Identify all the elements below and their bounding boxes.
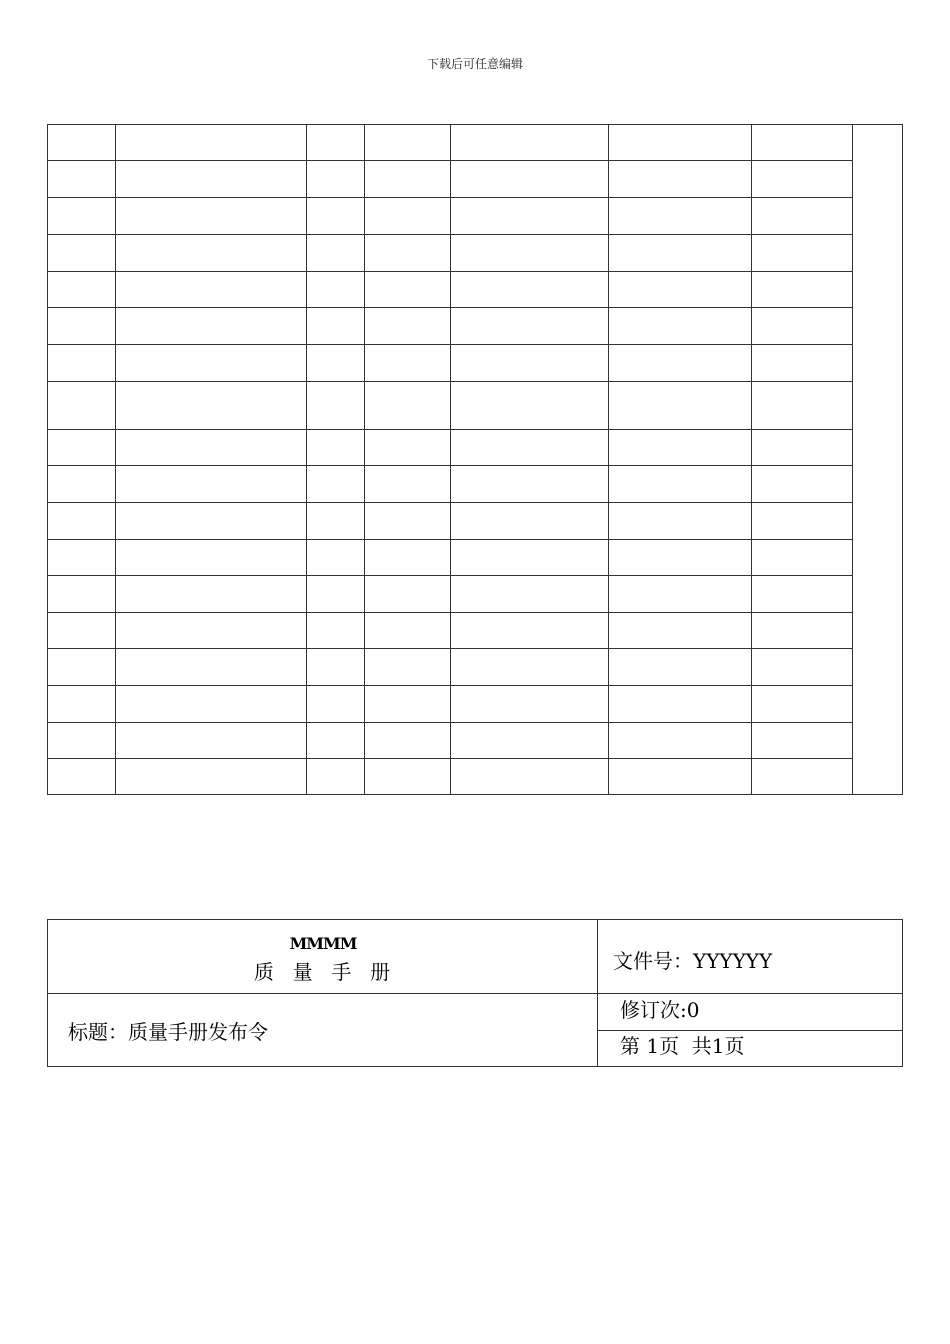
row-divider: [48, 502, 852, 503]
row-divider: [48, 344, 852, 345]
document-title: 标题：质量手册发布令: [68, 1020, 268, 1044]
row-divider: [48, 575, 852, 576]
row-divider: [48, 381, 852, 382]
column-divider: [450, 125, 451, 794]
row-divider: [48, 307, 852, 308]
company-name: MMMM: [289, 934, 357, 953]
row-divider: [48, 758, 852, 759]
row-divider: [48, 465, 852, 466]
row-divider: [48, 648, 852, 649]
row-divider: [48, 539, 852, 540]
row-divider: [48, 271, 852, 272]
page-count: 第 1页 共1页: [620, 1034, 745, 1058]
column-divider: [364, 125, 365, 794]
page-note: 下载后可任意编辑: [426, 57, 523, 71]
row-divider: [48, 197, 852, 198]
row-divider: [48, 429, 852, 430]
column-divider: [306, 125, 307, 794]
row-divider: [48, 722, 852, 723]
row-divider: [48, 234, 852, 235]
row-divider: [48, 612, 852, 613]
empty-record-table: [47, 124, 903, 795]
row-divider: [48, 160, 852, 161]
column-divider: [608, 125, 609, 794]
document-type: 质 量 手 册: [253, 960, 393, 984]
document-header-table: [47, 919, 903, 1067]
revision-number: 修订次:0: [620, 998, 700, 1022]
column-divider: [115, 125, 116, 794]
document-number: 文件号：YYYYYY: [613, 949, 773, 973]
column-divider: [751, 125, 752, 794]
header-horizontal-divider: [48, 993, 902, 994]
column-divider: [852, 125, 853, 794]
row-divider: [48, 685, 852, 686]
